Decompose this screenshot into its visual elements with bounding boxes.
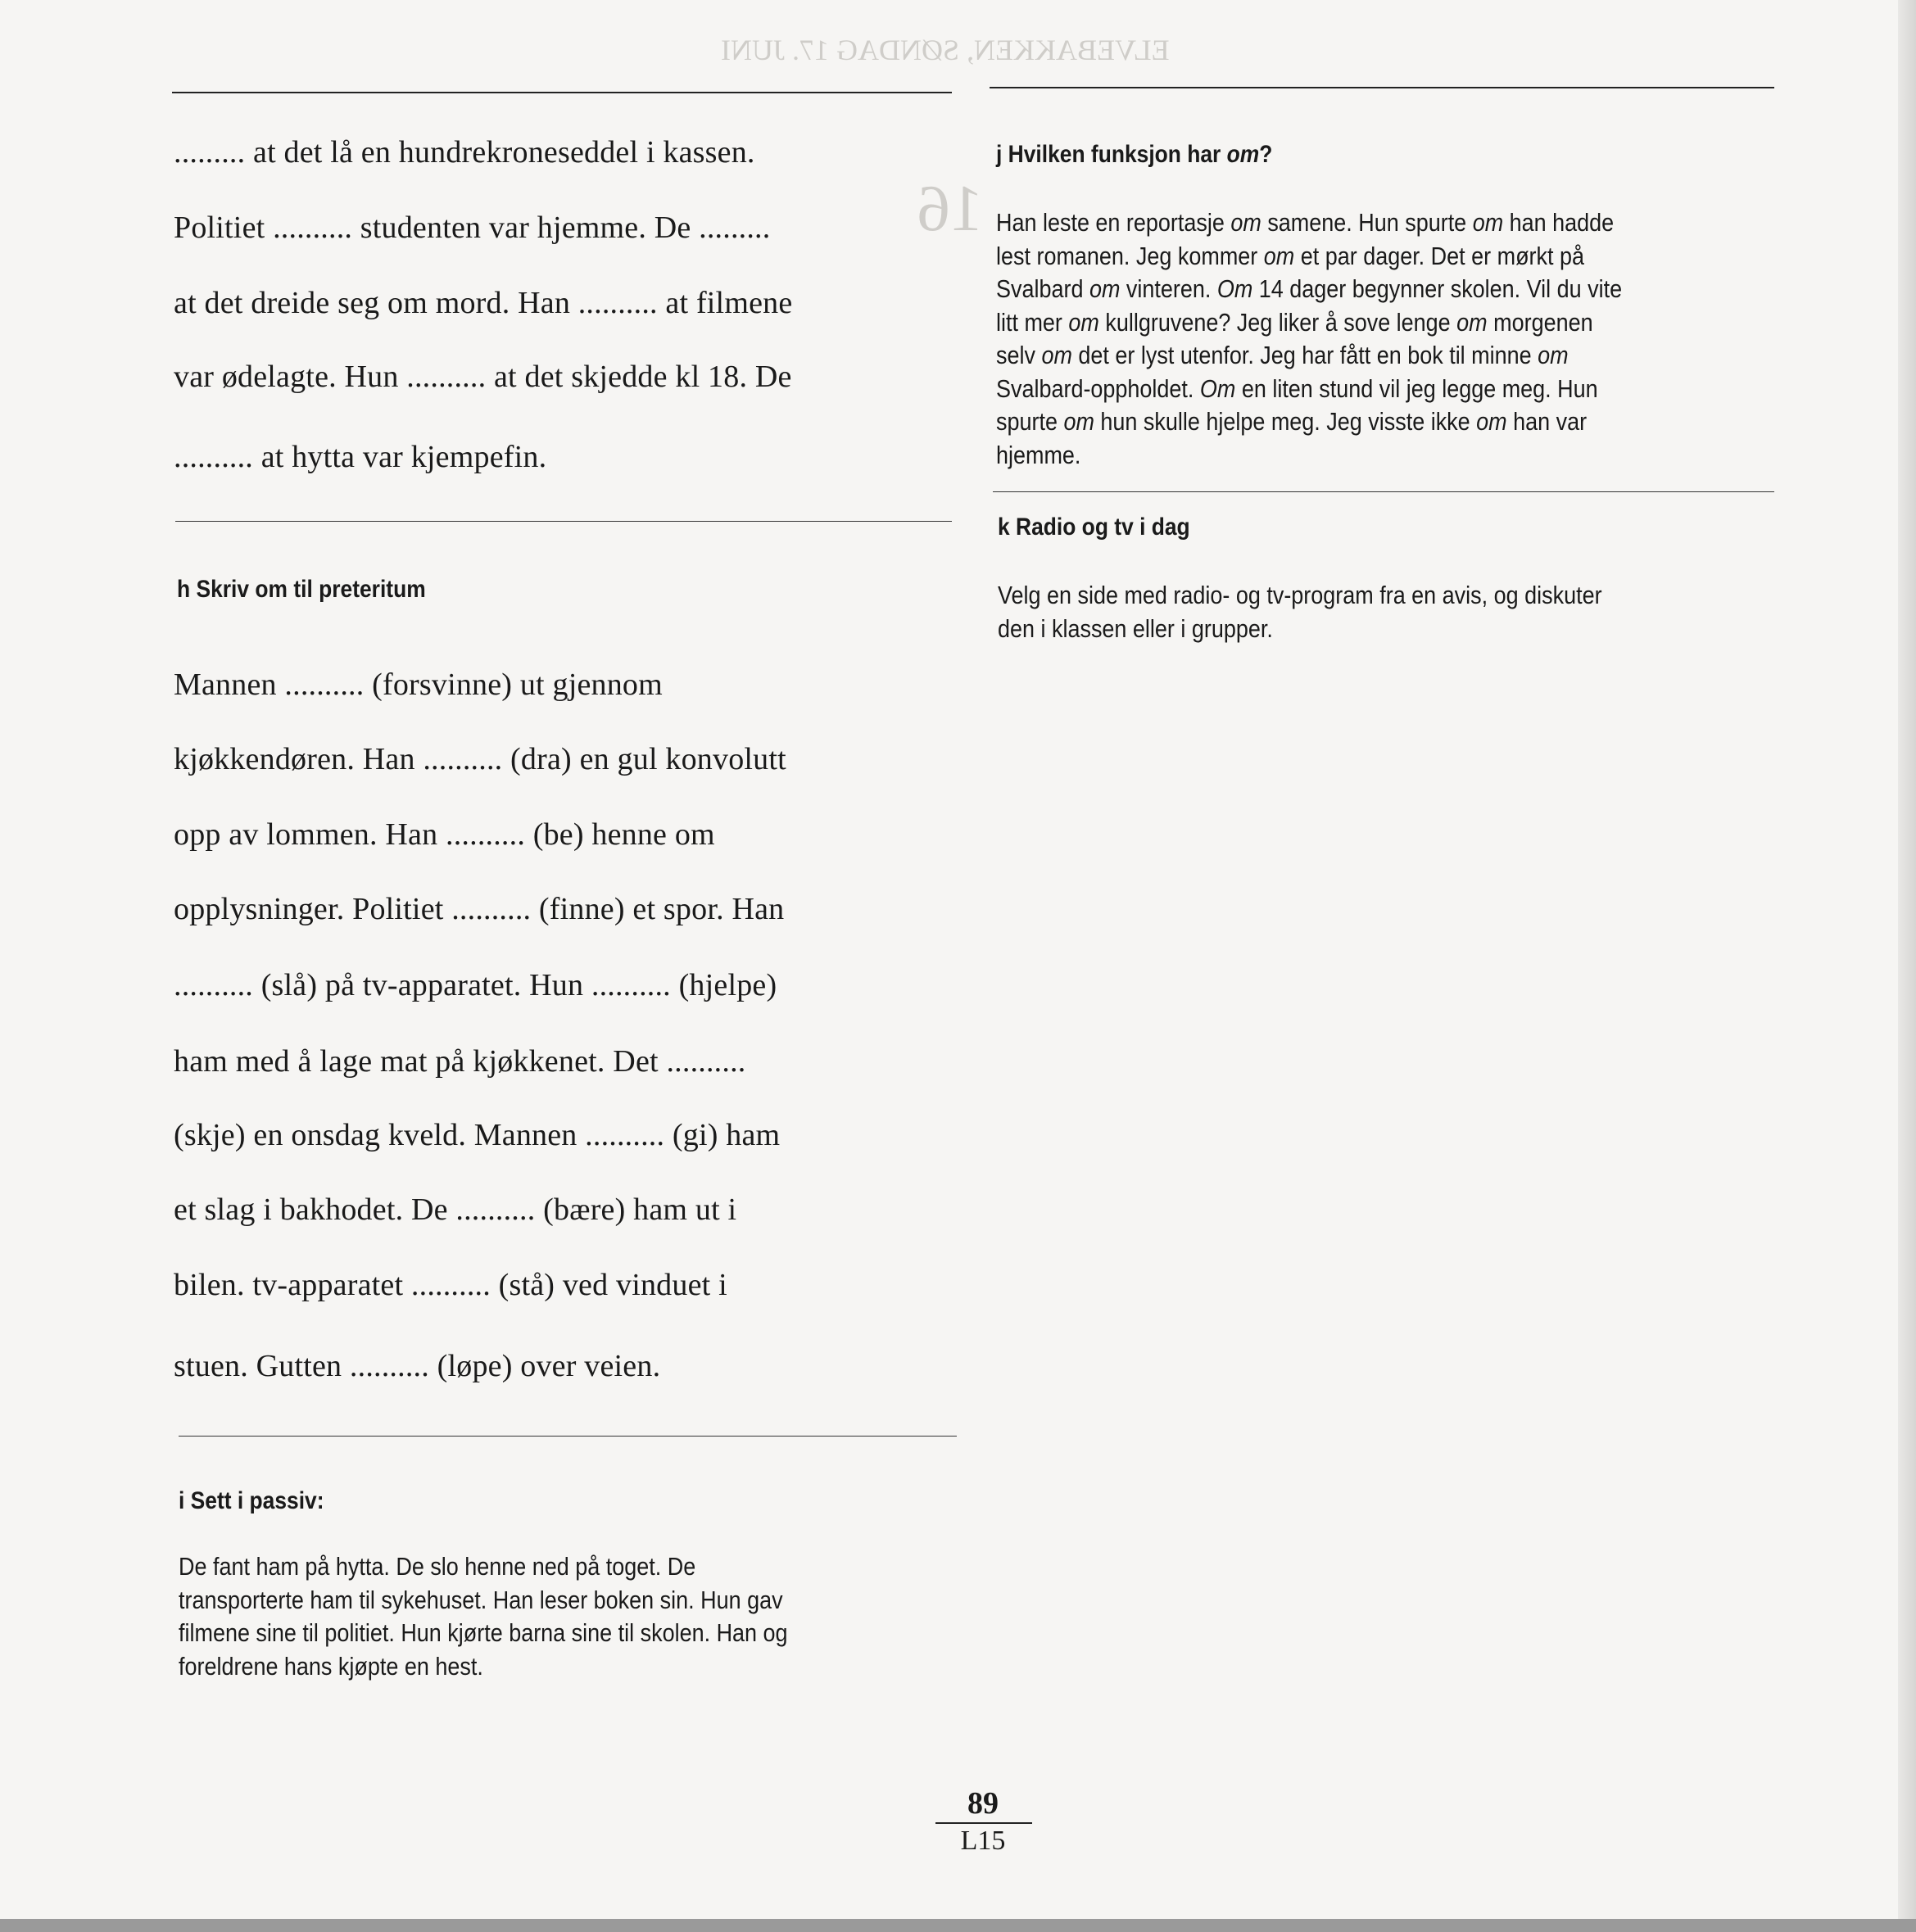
section-j-line-8: hjemme. [996, 440, 1081, 469]
scan-edge [0, 1919, 1916, 1932]
section-i-line: filmene sine til politiet. Hun kjørte barna sine til skolen. Han og [179, 1618, 788, 1647]
exercise-h-line-4: opplysninger. Politiet .......... (finne) et spor. Han [174, 892, 785, 926]
section-i-line: De fant ham på hytta. De slo henne ned på toget. De [179, 1552, 696, 1581]
exercise-h-line-8: et slag i bakhodet. De .......... (bære) ham ut i [174, 1192, 737, 1227]
divider-before-h [175, 521, 952, 522]
section-j-line-4: litt mer om kullgruvene? Jeg liker å sove lenge om morgenen [996, 307, 1593, 337]
section-j-line-6: Svalbard-oppholdet. Om en liten stund vil jeg legge meg. Hun [996, 373, 1598, 403]
section-k-line: Velg en side med radio- og tv-program fra en avis, og diskuter [998, 581, 1602, 609]
exercise-h-line-3: opp av lommen. Han .......... (be) henne om [174, 817, 715, 852]
exercise-h-line-10: stuen. Gutten .......... (løpe) over veien. [174, 1349, 661, 1383]
om-keyword: om [1538, 341, 1569, 369]
section-k-line: den i klassen eller i grupper. [998, 613, 1273, 643]
section-j-line-7: spurte om hun skulle hjelpe meg. Jeg visste ikke om han var [996, 407, 1588, 436]
section-k-heading: k Radio og tv i dag [998, 514, 1190, 541]
lesson-label: L15 [960, 1826, 1006, 1856]
om-keyword: om [1263, 241, 1295, 270]
om-keyword: om [1089, 274, 1121, 303]
section-j-body [996, 206, 1766, 472]
exercise-h-line-7: (skje) en onsdag kveld. Mannen .......... (gi) ham [174, 1118, 781, 1152]
lead-line-3: at det dreide seg om mord. Han .......... at filmene [174, 286, 793, 320]
om-keyword: Om [1216, 274, 1253, 303]
exercise-h-line-5: .......... (slå) på tv-apparatet. Hun .......... (hjelpe) [174, 968, 777, 1002]
section-i-body [179, 1550, 949, 1683]
om-keyword: om [1476, 407, 1507, 436]
exercise-h-line-9: bilen. tv-apparatet .......... (stå) ved vinduet i [174, 1268, 727, 1302]
om-keyword: om [1472, 208, 1504, 237]
section-i-heading: i Sett i passiv: [179, 1487, 324, 1514]
lead-line-4: var ødelagte. Hun .......... at det skjedde kl 18. De [174, 360, 792, 394]
page-number: 89 [967, 1786, 999, 1821]
top-rule-left [172, 92, 952, 93]
divider-before-i [179, 1436, 957, 1437]
om-keyword: om [1068, 307, 1099, 337]
section-j-line-1: Han leste en reportasje om samene. Hun spurte om han hadde [996, 208, 1615, 237]
om-keyword: om [1230, 208, 1261, 237]
divider-before-k [993, 491, 1774, 492]
lead-line-1: ......... at det lå en hundrekroneseddel i kassen. [174, 135, 755, 170]
page-number-rule [935, 1822, 1032, 1824]
section-j-line-2: lest romanen. Jeg kommer om et par dager. Det er mørkt på [996, 241, 1585, 270]
exercise-h-line-2: kjøkkendøren. Han .......... (dra) en gul konvolutt [174, 742, 786, 776]
section-i-line: foreldrene hans kjøpte en hest. [179, 1651, 483, 1681]
om-keyword: om [1041, 341, 1072, 369]
om-keyword: om [1456, 307, 1488, 337]
show-through-number: 16 [917, 173, 983, 245]
section-h-heading: h Skriv om til preteritum [177, 576, 426, 603]
show-through-header: ELVEBAKKEN, SØNDAG 17. JUNI [721, 34, 1170, 66]
exercise-h-line-6: ham med å lage mat på kjøkkenet. Det .......... [174, 1044, 746, 1079]
om-keyword: om [1063, 407, 1094, 436]
exercise-h-line-1: Mannen .......... (forsvinne) ut gjennom [174, 667, 663, 702]
om-keyword: Om [1199, 373, 1236, 403]
section-j-heading-keyword: om [1226, 141, 1260, 168]
section-j-line-5: selv om det er lyst utenfor. Jeg har fått en bok til minne om [996, 341, 1569, 369]
section-j-heading-text: j Hvilken funksjon har [996, 141, 1227, 168]
lead-line-2: Politiet .......... studenten var hjemme. De ......... [174, 210, 771, 245]
section-k-body [998, 579, 1768, 645]
lead-line-5: .......... at hytta var kjempefin. [174, 440, 547, 474]
section-j-heading-mark: ? [1259, 141, 1273, 168]
section-i-line: transporterte ham til sykehuset. Han leser boken sin. Hun gav [179, 1585, 783, 1614]
section-j-line-3: Svalbard om vinteren. Om 14 dager begynner skolen. Vil du vite [996, 274, 1623, 303]
page-edge [1898, 0, 1916, 1932]
section-j-heading [996, 141, 1272, 169]
top-rule-right [990, 87, 1774, 88]
